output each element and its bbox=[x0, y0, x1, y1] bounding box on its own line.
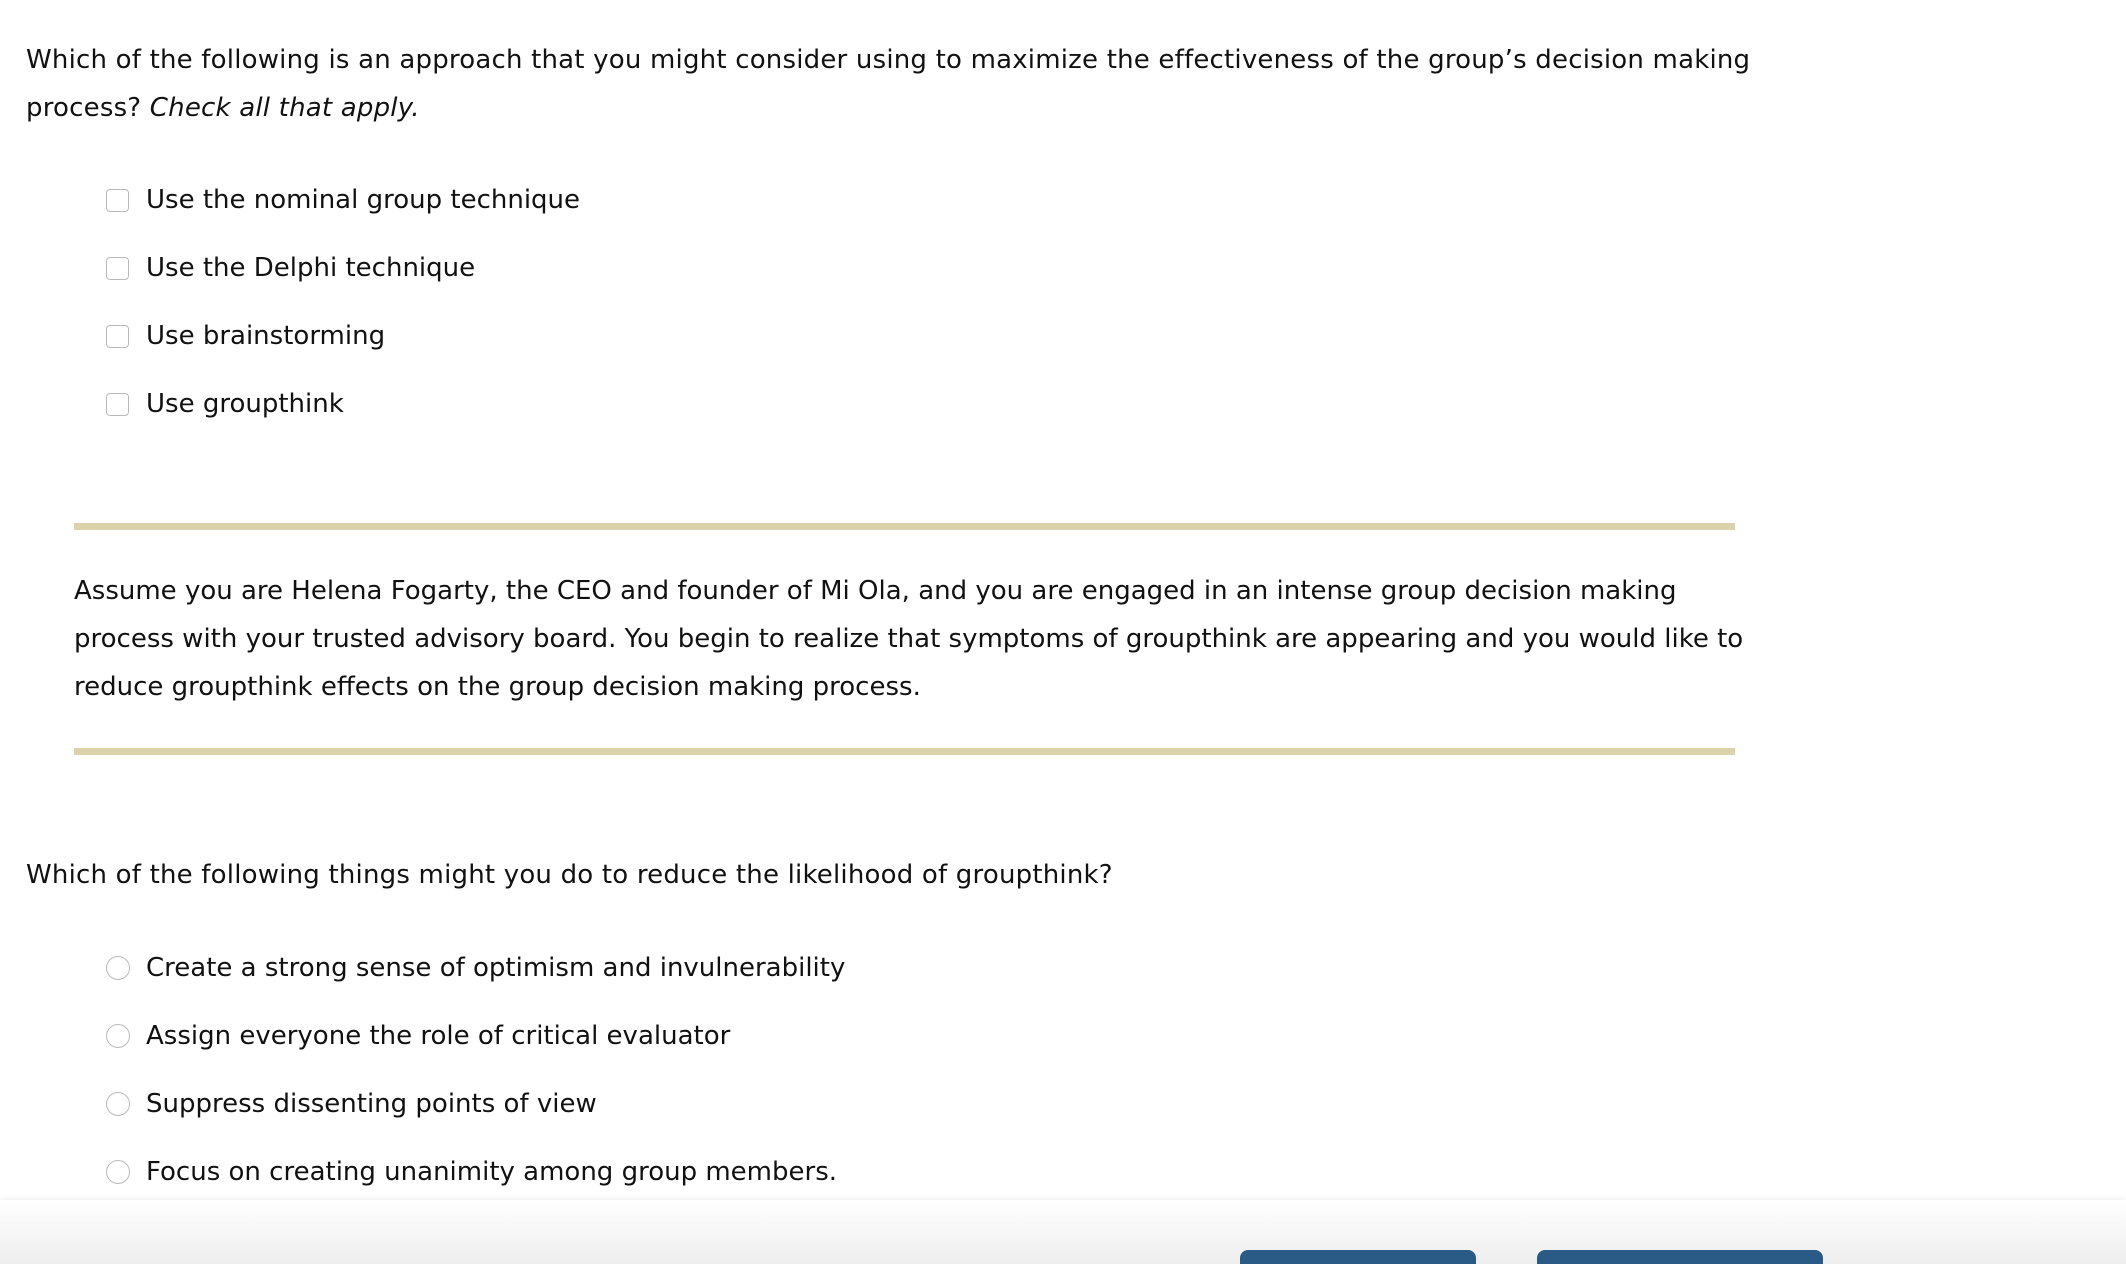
radio-option[interactable] bbox=[106, 1002, 845, 1070]
option-label[interactable]: Use brainstorming bbox=[146, 321, 386, 351]
checkbox[interactable] bbox=[106, 189, 129, 212]
option-label[interactable]: Use the nominal group technique bbox=[146, 185, 581, 215]
checkbox[interactable] bbox=[106, 325, 129, 348]
scenario-text: Assume you are Helena Fogarty, the CEO and founder of Mi Ola, and you are engaged in an intense group decision making process with your trusted advisory board. You begin to realize that symptoms of groupthink are appearing and you would like to reduce groupthink effects on the group decision making process. bbox=[74, 576, 1744, 702]
checkbox[interactable] bbox=[106, 257, 129, 280]
radio-option[interactable] bbox=[106, 934, 845, 1002]
question-1-instruction: Check all that apply. bbox=[149, 93, 420, 123]
option-label[interactable]: Create a strong sense of optimism and invulnerability bbox=[146, 953, 846, 983]
question-2-options bbox=[106, 934, 845, 1206]
footer-button-right[interactable] bbox=[1537, 1250, 1823, 1264]
question-2-text: Which of the following things might you do to reduce the likelihood of groupthink? bbox=[26, 860, 1113, 890]
option-label[interactable]: Focus on creating unanimity among group members. bbox=[146, 1157, 838, 1187]
checkbox-option[interactable] bbox=[106, 234, 580, 302]
option-label[interactable]: Use groupthink bbox=[146, 389, 344, 419]
radio-button[interactable] bbox=[106, 1160, 130, 1184]
option-label[interactable]: Suppress dissenting points of view bbox=[146, 1089, 597, 1119]
footer-button-left[interactable] bbox=[1240, 1250, 1476, 1264]
checkbox-option[interactable] bbox=[106, 370, 580, 438]
radio-option[interactable] bbox=[106, 1138, 845, 1206]
question-1-options bbox=[106, 166, 580, 438]
radio-button[interactable] bbox=[106, 1024, 130, 1048]
question-1-text: Which of the following is an approach that you might consider using to maximize the effectiveness of the group’s decision making process? bbox=[26, 45, 1751, 123]
scenario-divider-top bbox=[74, 523, 1735, 530]
checkbox-option[interactable] bbox=[106, 166, 580, 234]
radio-button[interactable] bbox=[106, 1092, 130, 1116]
checkbox-option[interactable] bbox=[106, 302, 580, 370]
option-label[interactable]: Assign everyone the role of critical evaluator bbox=[146, 1021, 731, 1051]
checkbox[interactable] bbox=[106, 393, 129, 416]
question-1-prompt bbox=[26, 36, 1866, 132]
option-label[interactable]: Use the Delphi technique bbox=[146, 253, 476, 283]
radio-option[interactable] bbox=[106, 1070, 845, 1138]
radio-button[interactable] bbox=[106, 956, 130, 980]
scenario-divider-bottom bbox=[74, 748, 1735, 755]
